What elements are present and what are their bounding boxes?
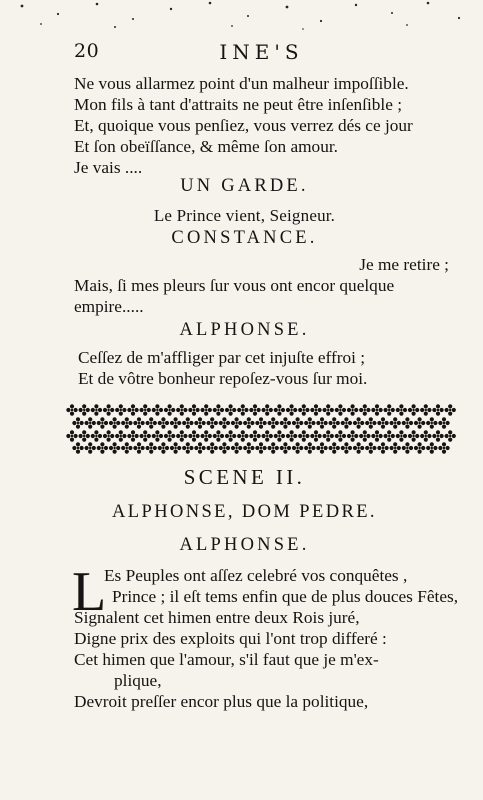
fleuron-glyph xyxy=(133,442,144,453)
verse-line: Le Prince vient, Seigneur. xyxy=(153,206,336,225)
fleuron-glyph xyxy=(152,404,163,415)
fleuron-glyph xyxy=(237,404,248,415)
verse-line: Ne vous allarmez point d'un malheur impoſſible. xyxy=(74,74,409,93)
fleuron-glyph xyxy=(438,442,449,453)
fleuron-glyph xyxy=(91,430,102,441)
fleuron-glyph xyxy=(292,442,303,453)
fleuron-glyph xyxy=(109,417,120,428)
fleuron-glyph xyxy=(274,404,285,415)
running-title: INE'S xyxy=(219,40,304,64)
fleuron-glyph xyxy=(85,442,96,453)
fleuron-glyph xyxy=(402,417,413,428)
fleuron-glyph xyxy=(176,404,187,415)
verse-line: Signalent cet himen entre deux Rois juré, xyxy=(74,608,360,627)
fleuron-glyph xyxy=(109,442,120,453)
fleuron-glyph xyxy=(432,404,443,415)
verse-line: Prince ; il eſt tems enfin que de plus douces Fêtes, xyxy=(112,587,459,606)
fleuron-glyph xyxy=(438,417,449,428)
fleuron-glyph xyxy=(164,404,175,415)
fleuron-glyph xyxy=(133,417,144,428)
fleuron-glyph xyxy=(103,430,114,441)
fleuron-glyph xyxy=(365,417,376,428)
fleuron-glyph xyxy=(310,430,321,441)
fleuron-glyph xyxy=(219,417,230,428)
fleuron-glyph xyxy=(213,404,224,415)
fleuron-glyph xyxy=(194,417,205,428)
fleuron-glyph xyxy=(207,417,218,428)
fleuron-glyph xyxy=(182,442,193,453)
fleuron-glyph xyxy=(262,404,273,415)
fleuron-glyph xyxy=(231,417,242,428)
fleuron-glyph xyxy=(225,404,236,415)
fleuron-glyph xyxy=(390,417,401,428)
fleuron-glyph xyxy=(188,430,199,441)
fleuron-ornament-band xyxy=(66,402,458,454)
verse-line: Ceſſez de m'affliger par cet injuſte effroi ; xyxy=(78,348,366,367)
fleuron-glyph xyxy=(262,430,273,441)
fleuron-glyph xyxy=(280,417,291,428)
page-number: 20 xyxy=(74,40,100,62)
fleuron-glyph xyxy=(268,417,279,428)
fleuron-glyph xyxy=(414,417,425,428)
fleuron-glyph xyxy=(255,442,266,453)
fleuron-glyph xyxy=(426,417,437,428)
fleuron-glyph xyxy=(66,430,77,441)
fleuron-glyph xyxy=(341,442,352,453)
fleuron-glyph xyxy=(408,404,419,415)
fleuron-glyph xyxy=(323,404,334,415)
fleuron-glyph xyxy=(243,417,254,428)
fleuron-glyph xyxy=(213,430,224,441)
scene-characters: ALPHONSE, DOM PEDRE. xyxy=(112,502,377,522)
verse-line: empire..... xyxy=(74,297,144,316)
fleuron-glyph xyxy=(158,417,169,428)
verse-line: Mon fils à tant d'attraits ne peut être inſenſible ; xyxy=(74,95,403,114)
scene-heading: SCENE II. xyxy=(183,465,306,489)
verse-line: plique, xyxy=(114,671,162,690)
fleuron-glyph xyxy=(384,404,395,415)
fleuron-glyph xyxy=(274,430,285,441)
fleuron-glyph xyxy=(347,404,358,415)
fleuron-glyph xyxy=(176,430,187,441)
fleuron-glyph xyxy=(353,442,364,453)
fleuron-glyph xyxy=(310,404,321,415)
fleuron-glyph xyxy=(164,430,175,441)
fleuron-glyph xyxy=(243,442,254,453)
fleuron-glyph xyxy=(207,442,218,453)
verse-line: Et, quoique vous penſiez, vous verrez dés ce jour xyxy=(74,116,413,135)
fleuron-glyph xyxy=(188,404,199,415)
fleuron-glyph xyxy=(97,417,108,428)
fleuron-glyph xyxy=(292,417,303,428)
verse-line: Cet himen que l'amour, s'il faut que je m'ex- xyxy=(74,650,379,669)
fleuron-glyph xyxy=(353,417,364,428)
fleuron-glyph xyxy=(396,404,407,415)
fleuron-glyph xyxy=(72,442,83,453)
speaker-name: CONSTANCE. xyxy=(171,228,318,248)
fleuron-glyph xyxy=(170,442,181,453)
speaker-name: ALPHONSE. xyxy=(179,535,310,555)
fleuron-glyph xyxy=(390,442,401,453)
fleuron-glyph xyxy=(329,442,340,453)
fleuron-glyph xyxy=(384,430,395,441)
fleuron-glyph xyxy=(359,404,370,415)
verse-line: Je vais .... xyxy=(74,158,143,177)
fleuron-glyph xyxy=(72,417,83,428)
fleuron-glyph xyxy=(341,417,352,428)
fleuron-glyph xyxy=(304,417,315,428)
fleuron-glyph xyxy=(286,430,297,441)
fleuron-glyph xyxy=(402,442,413,453)
verse-line: Et ſon obeïſſance, & même ſon amour. xyxy=(74,137,338,156)
fleuron-glyph xyxy=(103,404,114,415)
fleuron-glyph xyxy=(408,430,419,441)
fleuron-glyph xyxy=(371,430,382,441)
fleuron-glyph xyxy=(97,442,108,453)
drop-cap: L xyxy=(72,561,107,623)
fleuron-glyph xyxy=(371,404,382,415)
verse-line: Et de vôtre bonheur repoſez-vous ſur moi. xyxy=(78,369,368,388)
fleuron-glyph xyxy=(432,430,443,441)
fleuron-glyph xyxy=(316,417,327,428)
fleuron-glyph xyxy=(127,404,138,415)
fleuron-glyph xyxy=(146,442,157,453)
fleuron-glyph xyxy=(201,404,212,415)
fleuron-glyph xyxy=(158,442,169,453)
fleuron-glyph xyxy=(304,442,315,453)
fleuron-glyph xyxy=(249,430,260,441)
fleuron-glyph xyxy=(152,430,163,441)
fleuron-glyph xyxy=(420,404,431,415)
fleuron-glyph xyxy=(414,442,425,453)
fleuron-glyph xyxy=(79,404,90,415)
fleuron-glyph xyxy=(91,404,102,415)
fleuron-glyph xyxy=(335,404,346,415)
running-head xyxy=(74,40,449,66)
fleuron-glyph xyxy=(121,442,132,453)
speaker-name: ALPHONSE. xyxy=(179,320,310,340)
fleuron-glyph xyxy=(298,404,309,415)
fleuron-glyph xyxy=(249,404,260,415)
fleuron-glyph xyxy=(359,430,370,441)
fleuron-glyph xyxy=(85,417,96,428)
fleuron-glyph xyxy=(298,430,309,441)
verse-line: Es Peuples ont aſſez celebré vos conquêtes , xyxy=(104,566,408,585)
fleuron-glyph xyxy=(445,430,456,441)
fleuron-glyph xyxy=(79,430,90,441)
fleuron-glyph xyxy=(377,417,388,428)
fleuron-glyph xyxy=(140,404,151,415)
verse-line: Digne prix des exploits qui l'ont trop differé : xyxy=(74,629,387,648)
fleuron-glyph xyxy=(323,430,334,441)
page-edge-speckle xyxy=(0,0,483,40)
fleuron-glyph xyxy=(140,430,151,441)
fleuron-glyph xyxy=(255,417,266,428)
fleuron-glyph xyxy=(127,430,138,441)
fleuron-glyph xyxy=(170,417,181,428)
fleuron-glyph xyxy=(225,430,236,441)
fleuron-glyph xyxy=(365,442,376,453)
verse-line: Je me retire ; xyxy=(359,255,449,274)
fleuron-glyph xyxy=(121,417,132,428)
verse-line: Devroit preſſer encor plus que la politique, xyxy=(74,692,369,711)
fleuron-glyph xyxy=(316,442,327,453)
fleuron-glyph xyxy=(219,442,230,453)
fleuron-glyph xyxy=(426,442,437,453)
fleuron-glyph xyxy=(231,442,242,453)
fleuron-glyph xyxy=(280,442,291,453)
fleuron-glyph xyxy=(182,417,193,428)
fleuron-glyph xyxy=(115,430,126,441)
fleuron-glyph xyxy=(396,430,407,441)
fleuron-glyph xyxy=(115,404,126,415)
fleuron-glyph xyxy=(420,430,431,441)
fleuron-glyph xyxy=(66,404,77,415)
speaker-name: UN GARDE. xyxy=(180,176,309,196)
fleuron-glyph xyxy=(146,417,157,428)
fleuron-glyph xyxy=(335,430,346,441)
fleuron-glyph xyxy=(347,430,358,441)
fleuron-glyph xyxy=(194,442,205,453)
verse-line: Mais, ſi mes pleurs ſur vous ont encor quelque xyxy=(74,276,395,295)
fleuron-glyph xyxy=(329,417,340,428)
fleuron-glyph xyxy=(268,442,279,453)
fleuron-glyph xyxy=(445,404,456,415)
fleuron-glyph xyxy=(237,430,248,441)
fleuron-glyph xyxy=(201,430,212,441)
fleuron-glyph xyxy=(377,442,388,453)
fleuron-glyph xyxy=(286,404,297,415)
